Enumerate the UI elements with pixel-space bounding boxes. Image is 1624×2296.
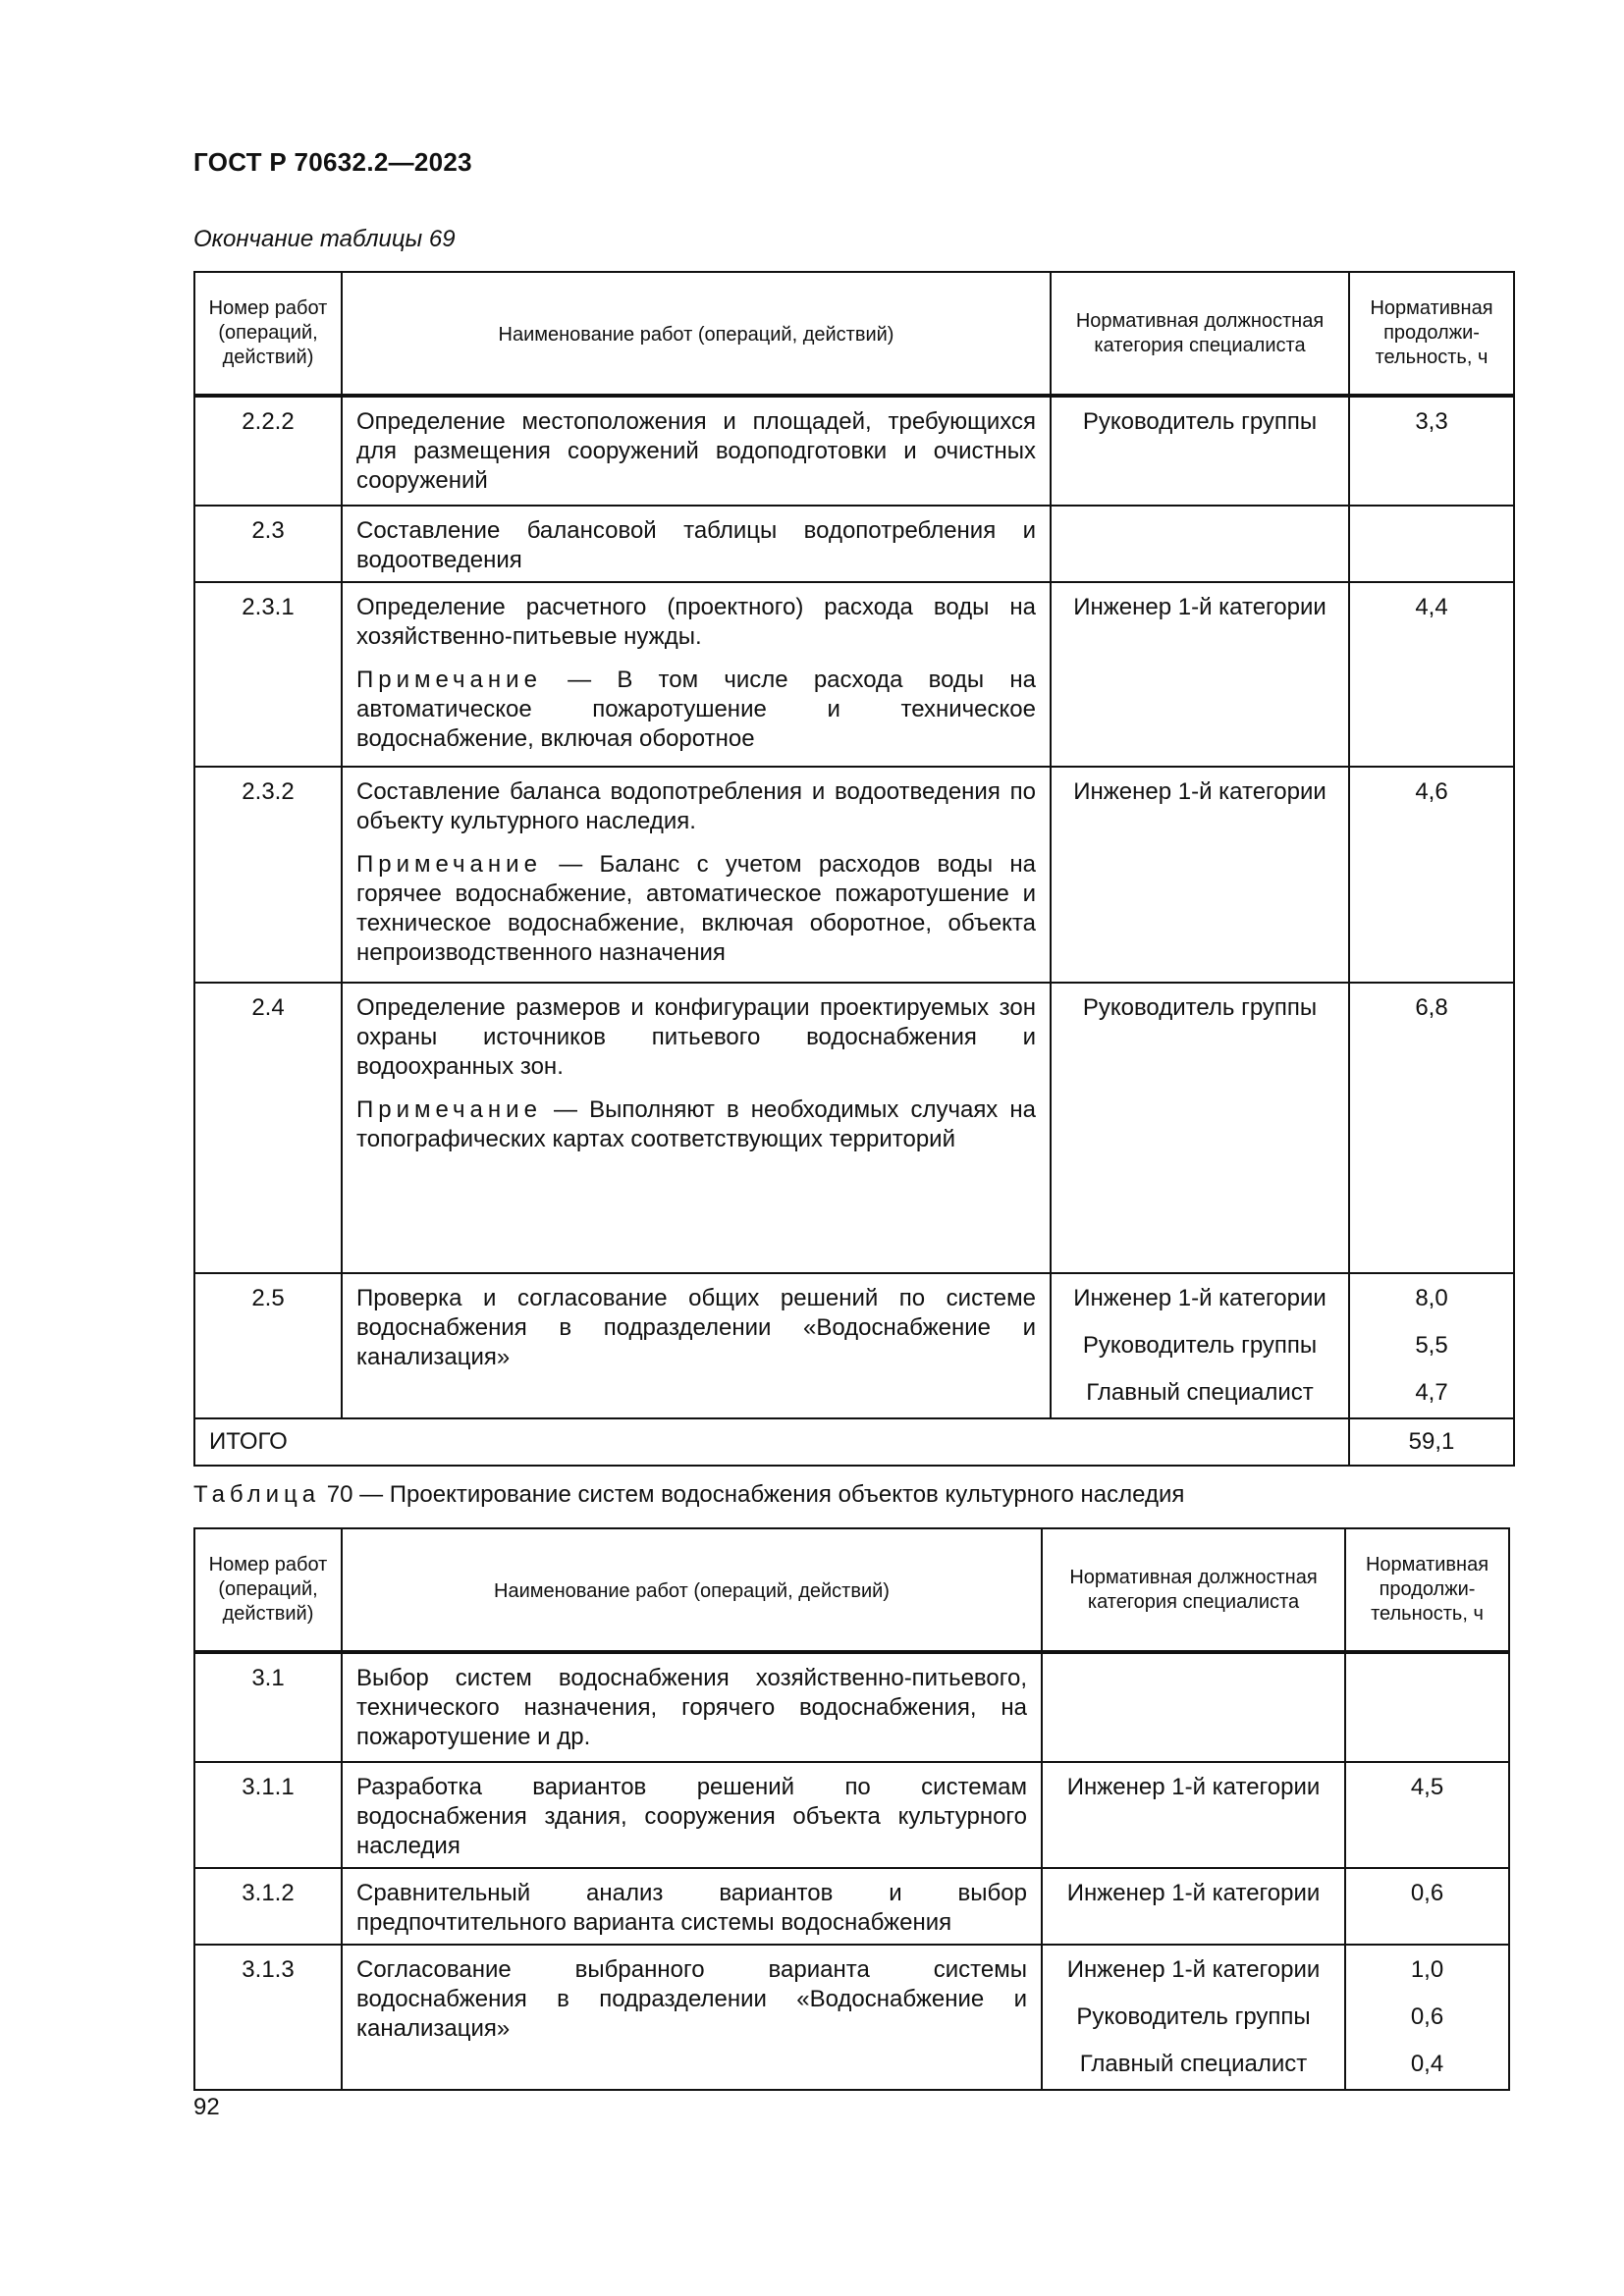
row-name <box>342 767 1051 983</box>
row-name: Составление балансовой таблицы водопотребления и водоотведения <box>342 506 1051 582</box>
row-duration: 8,0 <box>1415 1285 1448 1311</box>
table-row <box>194 983 1514 1273</box>
row-name <box>342 983 1051 1273</box>
table-row <box>194 1652 1509 1762</box>
row-role: Главный специалист <box>1086 1379 1314 1406</box>
row-duration: 1,0 <box>1410 1956 1444 1983</box>
document-header: ГОСТ Р 70632.2—2023 <box>193 147 472 177</box>
header-duration: Нормативная продолжи-тельность, ч <box>1345 1528 1509 1652</box>
table-header-row <box>194 1528 1509 1652</box>
row-roles <box>1042 1945 1345 2090</box>
row-role <box>1042 1652 1345 1762</box>
total-value: 59,1 <box>1349 1418 1514 1466</box>
row-duration: 3,3 <box>1349 396 1514 506</box>
row-role <box>1051 506 1349 582</box>
row-name-text: Составление баланса водопотребления и водоотведения по объекту культурного наследия. <box>356 778 1036 834</box>
row-num: 2.5 <box>194 1273 342 1418</box>
table-70-caption <box>193 1481 1184 1509</box>
row-name: Разработка вариантов решений по системам водоснабжения здания, сооружения объекта культурного наследия <box>342 1762 1042 1868</box>
note-label: Примечание <box>356 851 542 878</box>
table-69 <box>193 271 1515 1467</box>
row-role: Руководитель группы <box>1051 396 1349 506</box>
table-row <box>194 506 1514 582</box>
note-label: Примечание <box>356 1096 542 1123</box>
note-label: Примечание <box>356 667 542 693</box>
row-num: 2.3 <box>194 506 342 582</box>
row-duration: 6,8 <box>1349 983 1514 1273</box>
row-role: Руководитель группы <box>1051 983 1349 1273</box>
row-duration: 5,5 <box>1415 1332 1448 1359</box>
row-name: Сравнительный анализ вариантов и выбор предпочтительного варианта системы водоснабжения <box>342 1868 1042 1945</box>
row-role: Главный специалист <box>1079 2051 1308 2077</box>
row-role: Руководитель группы <box>1076 2003 1311 2030</box>
header-num: Номер работ (операций, действий) <box>194 1528 342 1652</box>
row-duration: 4,4 <box>1349 582 1514 767</box>
row-duration <box>1349 506 1514 582</box>
row-note <box>356 1095 1036 1154</box>
row-role: Инженер 1-й категории <box>1073 1285 1326 1311</box>
row-num: 2.4 <box>194 983 342 1273</box>
table-70 <box>193 1527 1510 2091</box>
header-role: Нормативная должностная категория специалиста <box>1042 1528 1345 1652</box>
table-69-continuation-caption: Окончание таблицы 69 <box>193 226 456 252</box>
row-name: Выбор систем водоснабжения хозяйственно-питьевого, технического назначения, горячего водоснабжения, на пожаротушение и др. <box>342 1652 1042 1762</box>
row-roles <box>1051 1273 1349 1418</box>
row-role: Инженер 1-й категории <box>1066 1956 1321 1983</box>
row-num: 3.1.3 <box>194 1945 342 2090</box>
table-row <box>194 1762 1509 1868</box>
row-name: Согласование выбранного варианта системы водоснабжения в подразделении «Водоснабжение и канализация» <box>342 1945 1042 2090</box>
row-role: Руководитель группы <box>1082 1332 1318 1359</box>
row-name <box>342 582 1051 767</box>
table-row <box>194 1945 1509 2090</box>
row-note <box>356 850 1036 968</box>
row-duration: 4,6 <box>1349 767 1514 983</box>
table-row <box>194 582 1514 767</box>
row-role: Инженер 1-й категории <box>1042 1762 1345 1868</box>
row-num: 2.3.1 <box>194 582 342 767</box>
row-duration: 0,6 <box>1410 2003 1444 2030</box>
caption-text: 70 — Проектирование систем водоснабжения объектов культурного наследия <box>320 1481 1185 1508</box>
row-name: Определение местоположения и площадей, требующихся для размещения сооружений водоподготовки и очистных сооружений <box>342 396 1051 506</box>
row-duration: 0,6 <box>1345 1868 1509 1945</box>
table-row <box>194 1273 1514 1418</box>
row-note <box>356 666 1036 754</box>
row-name-text: Определение размеров и конфигурации проектируемых зон охраны источников питьевого водоснабжения и водоохранных зон. <box>356 994 1036 1080</box>
header-num: Номер работ (операций, действий) <box>194 272 342 396</box>
row-durations <box>1349 1273 1514 1418</box>
row-role: Инженер 1-й категории <box>1042 1868 1345 1945</box>
row-num: 2.3.2 <box>194 767 342 983</box>
row-duration: 0,4 <box>1410 2051 1444 2077</box>
row-duration <box>1345 1652 1509 1762</box>
header-duration: Нормативная продолжи-тельность, ч <box>1349 272 1514 396</box>
page-number: 92 <box>193 2094 220 2120</box>
note-text: — Выполняют в необходимых случаях на топографических картах соответствующих территорий <box>356 1096 1036 1152</box>
note-text: — Баланс с учетом расходов воды на горячее водоснабжение, автоматическое пожаротушение и техническое водоснабжение, включая оборотное, объекта непроизводственного назначения <box>356 851 1036 966</box>
table-row <box>194 767 1514 983</box>
row-duration: 4,5 <box>1345 1762 1509 1868</box>
note-text: — В том числе расхода воды на автоматическое пожаротушение и техническое водоснабжение, включая оборотное <box>356 667 1036 752</box>
header-name: Наименование работ (операций, действий) <box>342 1528 1042 1652</box>
row-num: 3.1 <box>194 1652 342 1762</box>
table-header-row <box>194 272 1514 396</box>
row-num: 3.1.2 <box>194 1868 342 1945</box>
row-duration: 4,7 <box>1415 1379 1448 1406</box>
row-durations <box>1345 1945 1509 2090</box>
total-row <box>194 1418 1514 1466</box>
row-role: Инженер 1-й категории <box>1051 767 1349 983</box>
row-name-text: Определение расчетного (проектного) расхода воды на хозяйственно-питьевые нужды. <box>356 594 1036 650</box>
caption-label: Таблица <box>193 1481 321 1508</box>
row-num: 3.1.1 <box>194 1762 342 1868</box>
header-name: Наименование работ (операций, действий) <box>342 272 1051 396</box>
row-name: Проверка и согласование общих решений по системе водоснабжения в подразделении «Водоснабжение и канализация» <box>342 1273 1051 1418</box>
table-row <box>194 396 1514 506</box>
header-role: Нормативная должностная категория специалиста <box>1051 272 1349 396</box>
row-role: Инженер 1-й категории <box>1051 582 1349 767</box>
row-num: 2.2.2 <box>194 396 342 506</box>
table-row <box>194 1868 1509 1945</box>
total-label: ИТОГО <box>194 1418 1349 1466</box>
